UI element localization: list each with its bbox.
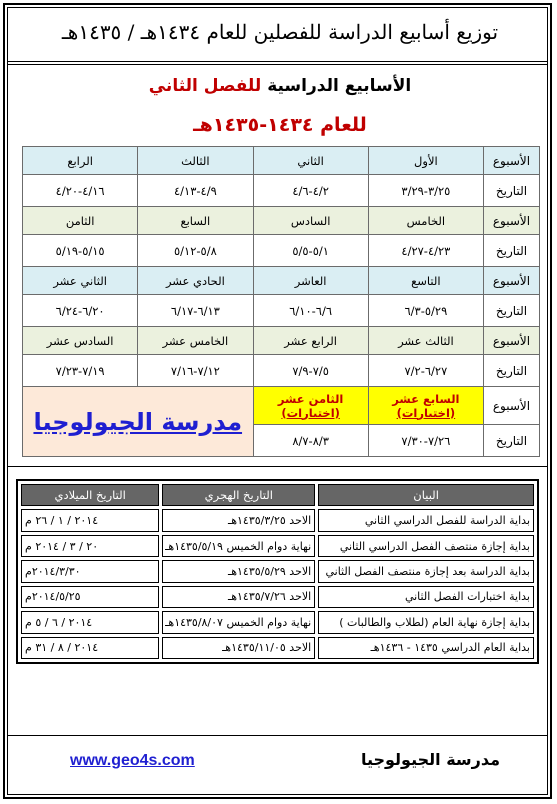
event-description: بداية الدراسة للفصل الدراسي الثاني (318, 509, 534, 531)
week-date: ٥/١-٥/٥ (253, 235, 368, 267)
footer-school-name: مدرسة الجيولوجيا (360, 750, 500, 769)
week-date: ٥/٨-٥/١٢ (138, 235, 253, 267)
event-gregorian-date: ٢٠١٤ / ٨ / ٣١ م (21, 637, 159, 659)
event-description: بداية إجازة منتصف الفصل الدراسي الثاني (318, 535, 534, 557)
date-label: التاريخ (484, 175, 540, 207)
week-date: ٧/١٩-٧/٢٣ (23, 355, 138, 387)
weeks-row-dates (23, 295, 540, 327)
week-date: ٦/٦-٦/١٠ (253, 295, 368, 327)
weeks-row-names (23, 207, 540, 235)
week-date: ٤/١٦-٤/٢٠ (23, 175, 138, 207)
event-description: بداية الدراسة بعد إجازة منتصف الفصل الثاني (318, 560, 534, 582)
week-date: ٤/٢٣-٤/٢٧ (368, 235, 483, 267)
section-divider (8, 466, 548, 467)
semester-title (60, 76, 500, 96)
week-label: الأسبوع (484, 387, 540, 425)
exam-badge: (اختبارات) (281, 405, 340, 420)
exam-week-name: الثامن عشر (277, 391, 344, 406)
date-label: التاريخ (484, 425, 540, 457)
week-name: السادس (253, 207, 368, 235)
weeks-row-dates (23, 175, 540, 207)
events-header: التاريخ الهجري (162, 484, 315, 506)
week-date: ٦/٢٧-٧/٢ (368, 355, 483, 387)
week-date: ٨/٣-٨/٧ (253, 425, 368, 457)
event-description: بداية اختبارات الفصل الثاني (318, 586, 534, 608)
weeks-row-names (23, 147, 540, 175)
event-gregorian-date: ٢٠١٤/٥/٢٥م (21, 586, 159, 608)
week-name: الثالث (138, 147, 253, 175)
exam-week-18 (253, 387, 368, 425)
week-date: ٣/٢٥-٣/٢٩ (368, 175, 483, 207)
events-row (21, 509, 534, 531)
week-name: العاشر (253, 267, 368, 295)
week-label: الأسبوع (484, 267, 540, 295)
week-date: ٤/٩-٤/١٣ (138, 175, 253, 207)
event-gregorian-date: ٢٠١٤ / ٦ / ٥ م (21, 611, 159, 633)
events-header: التاريخ الميلادي (21, 484, 159, 506)
week-name: الثاني (253, 147, 368, 175)
week-name: الرابع عشر (253, 327, 368, 355)
week-name: الثالث عشر (368, 327, 483, 355)
website-link[interactable]: www.geo4s.com (70, 752, 195, 769)
week-label: الأسبوع (484, 147, 540, 175)
week-date: ٥/٢٩-٦/٣ (368, 295, 483, 327)
event-hijri-date: الاحد ١٤٣٥/٥/٢٩هـ (162, 560, 315, 582)
exam-week-name: السابع عشر (392, 391, 460, 406)
week-name: السابع (138, 207, 253, 235)
semester-title-black: الأسابيع الدراسية (267, 76, 412, 96)
date-label: التاريخ (484, 355, 540, 387)
events-header: البيان (318, 484, 534, 506)
exam-week-17 (368, 387, 483, 425)
weeks-table (22, 146, 540, 457)
weeks-row-names (23, 267, 540, 295)
event-gregorian-date: ٢٠١٤ / ١ / ٢٦ م (21, 509, 159, 531)
week-name: الأول (368, 147, 483, 175)
event-gregorian-date: ٢٠ / ٣ / ٢٠١٤ م (21, 535, 159, 557)
events-row (21, 586, 534, 608)
events-header-row (21, 484, 534, 506)
week-date: ٤/٢-٤/٦ (253, 175, 368, 207)
week-date: ٦/١٣-٦/١٧ (138, 295, 253, 327)
event-hijri-date: الاحد ١٤٣٥/٣/٢٥هـ (162, 509, 315, 531)
weeks-row-names (23, 327, 540, 355)
weeks-row-names-exam (23, 387, 540, 425)
weeks-row-dates (23, 355, 540, 387)
events-row (21, 637, 534, 659)
week-label: الأسبوع (484, 207, 540, 235)
week-label: الأسبوع (484, 327, 540, 355)
week-date: ٥/١٥-٥/١٩ (23, 235, 138, 267)
events-row (21, 611, 534, 633)
title-divider (8, 61, 548, 62)
week-name: الحادي عشر (138, 267, 253, 295)
week-date: ٧/٥-٧/٩ (253, 355, 368, 387)
event-gregorian-date: ٢٠١٤/٣/٣٠م (21, 560, 159, 582)
date-label: التاريخ (484, 235, 540, 267)
week-date: ٧/٢٦-٧/٣٠ (368, 425, 483, 457)
week-date: ٧/١٢-٧/١٦ (138, 355, 253, 387)
footer-divider (8, 735, 548, 736)
event-hijri-date: نهاية دوام الخميس ١٤٣٥/٨/٠٧هـ (162, 611, 315, 633)
event-hijri-date: الاحد ١٤٣٥/٧/٢٦هـ (162, 586, 315, 608)
exam-badge: (اختبارات) (396, 405, 456, 420)
week-name: الخامس (368, 207, 483, 235)
week-name: التاسع (368, 267, 483, 295)
semester-title-red: للفصل الثاني (148, 76, 262, 96)
document-title: توزيع أسابيع الدراسة للفصلين للعام ١٤٣٤هـ / ١٤٣٥هـ (61, 20, 499, 44)
events-row (21, 560, 534, 582)
week-name: الرابع (23, 147, 138, 175)
school-name-cell (23, 387, 254, 457)
week-name: السادس عشر (23, 327, 138, 355)
week-name: الثاني عشر (23, 267, 138, 295)
academic-year: للعام ١٤٣٤-١٤٣٥هـ (193, 114, 367, 136)
school-name: مدرسة الجيولوجيا (33, 407, 243, 436)
event-hijri-date: الاحد ١٤٣٥/١١/٠٥هـ (162, 637, 315, 659)
events-row (21, 535, 534, 557)
event-description: بداية إجازة نهاية العام (لطلاب والطالبات ) (318, 611, 534, 633)
title-divider-second (8, 64, 548, 65)
week-date: ٦/٢٠-٦/٢٤ (23, 295, 138, 327)
events-table (16, 479, 539, 664)
event-hijri-date: نهاية دوام الخميس ١٤٣٥/٥/١٩هـ (162, 535, 315, 557)
date-label: التاريخ (484, 295, 540, 327)
weeks-row-dates (23, 235, 540, 267)
week-name: الخامس عشر (138, 327, 253, 355)
week-name: الثامن (23, 207, 138, 235)
event-description: بداية العام الدراسي ١٤٣٥ - ١٤٣٦هـ (318, 637, 534, 659)
